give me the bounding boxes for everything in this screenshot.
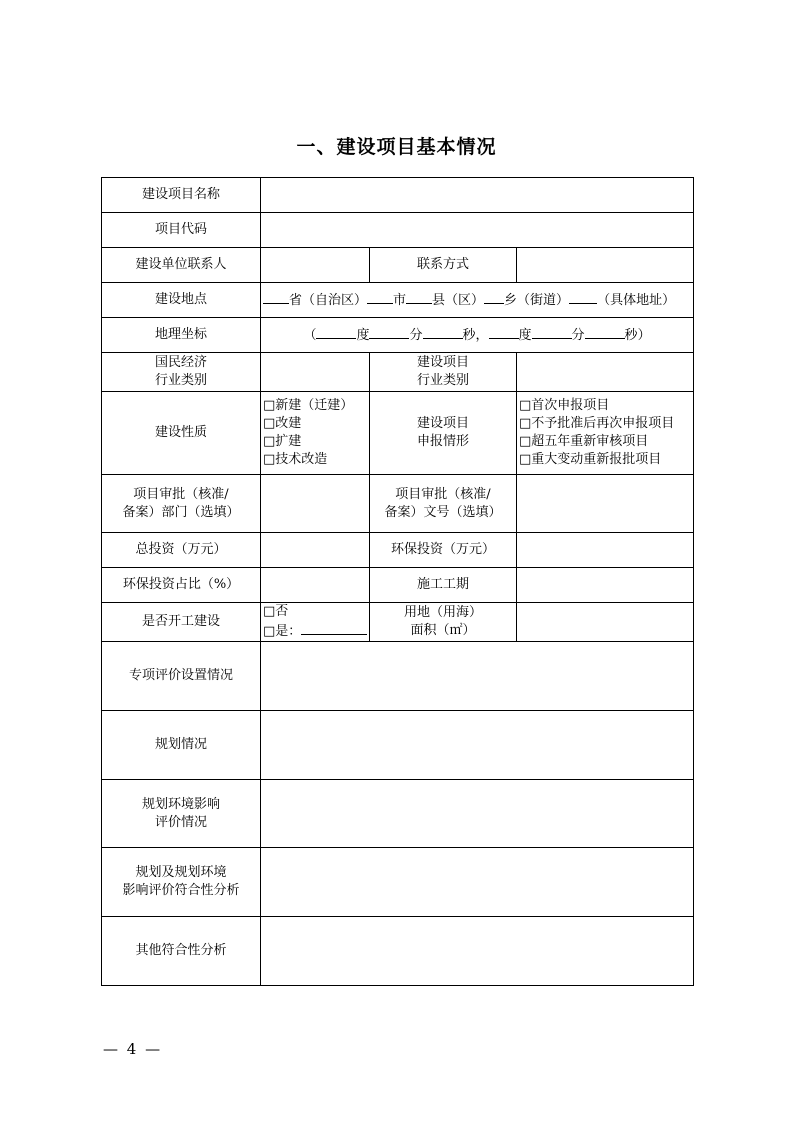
- declare-label: [370, 392, 517, 475]
- county-blank[interactable]: [406, 290, 432, 304]
- project-name-label: 建设项目名称: [102, 178, 261, 213]
- plan-env-label-line2: 评价情况: [154, 814, 207, 830]
- land-field[interactable]: [517, 603, 694, 642]
- other-conformity-label: 其他符合性分析: [102, 917, 261, 986]
- row-conformity: [102, 848, 694, 917]
- row-project-name: [102, 178, 694, 213]
- declare-options: [517, 392, 694, 475]
- declare-label-line1: 建设项目: [416, 416, 469, 431]
- coord-open: （: [303, 328, 317, 343]
- city-blank[interactable]: [367, 290, 393, 304]
- lon-min-blank[interactable]: [369, 325, 409, 339]
- started-option-yes-text: □是：: [263, 624, 302, 639]
- project-name-field[interactable]: [261, 178, 694, 213]
- land-label: [370, 603, 517, 642]
- nature-options: [261, 392, 370, 475]
- conformity-field[interactable]: [261, 848, 694, 917]
- project-code-label: 项目代码: [102, 213, 261, 248]
- project-industry-label-line2: 行业类别: [416, 373, 469, 388]
- project-industry-label-line1: 建设项目: [416, 355, 469, 370]
- started-option-yes[interactable]: [263, 621, 367, 641]
- nature-option-new[interactable]: □新建（迁建）: [263, 398, 354, 413]
- conformity-label: [102, 848, 261, 917]
- total-invest-field[interactable]: [261, 533, 370, 568]
- plan-env-label-line1: 规划环境影响: [141, 796, 220, 812]
- special-eval-field[interactable]: [261, 642, 694, 711]
- row-investment: [102, 533, 694, 568]
- contact-method-label: 联系方式: [370, 248, 517, 283]
- approval-no-label-line2: 备案）文号（选填）: [384, 504, 502, 520]
- row-other-conformity: [102, 917, 694, 986]
- declare-label-line2: 申报情形: [416, 434, 469, 449]
- approval-dept-label-line2: 备案）部门（选填）: [122, 504, 240, 520]
- row-contact: [102, 248, 694, 283]
- location-field[interactable]: [261, 283, 694, 318]
- contact-person-label: 建设单位联系人: [102, 248, 261, 283]
- province-text: 省（自治区）: [289, 293, 368, 308]
- approval-dept-label-line1: 项目审批（核准/: [133, 486, 229, 502]
- coord-close: ）: [637, 328, 651, 343]
- province-blank[interactable]: [263, 290, 289, 304]
- started-label: 是否开工建设: [102, 603, 261, 642]
- coordinates-field[interactable]: [261, 318, 694, 353]
- period-field[interactable]: [517, 568, 694, 603]
- row-special-eval: [102, 642, 694, 711]
- city-text: 市: [393, 293, 407, 308]
- started-options: [261, 603, 370, 642]
- planning-label: 规划情况: [102, 711, 261, 780]
- economy-industry-label-line1: 国民经济: [154, 355, 207, 370]
- lat-sec-text: 秒: [624, 328, 638, 343]
- row-coordinates: [102, 318, 694, 353]
- started-option-no[interactable]: □否: [263, 604, 289, 619]
- approval-no-field[interactable]: [517, 475, 694, 533]
- env-invest-field[interactable]: [517, 533, 694, 568]
- coordinates-label: 地理坐标: [102, 318, 261, 353]
- row-plan-env: [102, 780, 694, 848]
- nature-option-expand[interactable]: □扩建: [263, 434, 302, 449]
- declare-option-first[interactable]: □首次申报项目: [519, 398, 610, 413]
- other-conformity-field[interactable]: [261, 917, 694, 986]
- env-invest-label: 环保投资（万元）: [370, 533, 517, 568]
- conformity-label-line2: 影响评价符合性分析: [122, 883, 240, 898]
- env-ratio-label: 环保投资占比（%）: [102, 568, 261, 603]
- started-yes-blank[interactable]: [301, 621, 367, 635]
- row-approval: [102, 475, 694, 533]
- economy-industry-field[interactable]: [261, 353, 370, 392]
- conformity-label-line1: 规划及规划环境: [135, 865, 227, 880]
- economy-industry-label-line2: 行业类别: [154, 373, 207, 388]
- lat-deg-blank[interactable]: [489, 325, 519, 339]
- location-label: 建设地点: [102, 283, 261, 318]
- lat-sec-blank[interactable]: [585, 325, 625, 339]
- lon-sec-blank[interactable]: [423, 325, 463, 339]
- county-text: 县（区）: [432, 293, 485, 308]
- lon-deg-blank[interactable]: [316, 325, 356, 339]
- period-label: 施工工期: [370, 568, 517, 603]
- approval-dept-label: [102, 475, 261, 533]
- town-blank[interactable]: [484, 290, 504, 304]
- row-planning: [102, 711, 694, 780]
- env-ratio-field[interactable]: [261, 568, 370, 603]
- page-title: 一、建设项目基本情况: [296, 136, 497, 158]
- nature-option-rebuild[interactable]: □改建: [263, 416, 302, 431]
- lon-deg-text: 度: [356, 328, 370, 343]
- contact-person-field[interactable]: [261, 248, 370, 283]
- lat-min-blank[interactable]: [532, 325, 572, 339]
- land-label-line1: 用地（用海）: [403, 605, 482, 620]
- town-text: 乡（街道）: [504, 293, 570, 308]
- contact-method-field[interactable]: [517, 248, 694, 283]
- lon-min-text: 分: [409, 328, 423, 343]
- row-nature: [102, 392, 694, 475]
- project-industry-label: [370, 353, 517, 392]
- lat-min-text: 分: [571, 328, 585, 343]
- address-text: （具体地址）: [597, 293, 676, 308]
- approval-dept-field[interactable]: [261, 475, 370, 533]
- declare-option-resubmit[interactable]: □不予批准后再次申报项目: [519, 416, 675, 431]
- special-eval-label: 专项评价设置情况: [102, 642, 261, 711]
- total-invest-label: 总投资（万元）: [102, 533, 261, 568]
- land-label-line2: 面积（㎡）: [410, 623, 476, 638]
- plan-env-label: [102, 780, 261, 848]
- row-location: [102, 283, 694, 318]
- address-blank[interactable]: [569, 290, 597, 304]
- nature-option-tech[interactable]: □技术改造: [263, 452, 328, 467]
- declare-option-five-year[interactable]: □超五年重新审核项目: [519, 434, 649, 449]
- economy-industry-label: [102, 353, 261, 392]
- row-ratio: [102, 568, 694, 603]
- approval-no-label: [370, 475, 517, 533]
- project-code-field[interactable]: [261, 213, 694, 248]
- plan-env-field[interactable]: [261, 780, 694, 848]
- declare-option-major-change[interactable]: □重大变动重新报批项目: [519, 452, 662, 467]
- approval-no-label-line1: 项目审批（核准/: [395, 486, 491, 502]
- planning-field[interactable]: [261, 711, 694, 780]
- row-started: [102, 603, 694, 642]
- project-industry-field[interactable]: [517, 353, 694, 392]
- row-industry: [102, 353, 694, 392]
- lon-sec-text: 秒，: [462, 328, 489, 343]
- project-info-table: [101, 177, 694, 986]
- lat-deg-text: 度: [518, 328, 532, 343]
- row-project-code: [102, 213, 694, 248]
- nature-label: 建设性质: [102, 392, 261, 475]
- page-number: — 4 —: [103, 1040, 163, 1058]
